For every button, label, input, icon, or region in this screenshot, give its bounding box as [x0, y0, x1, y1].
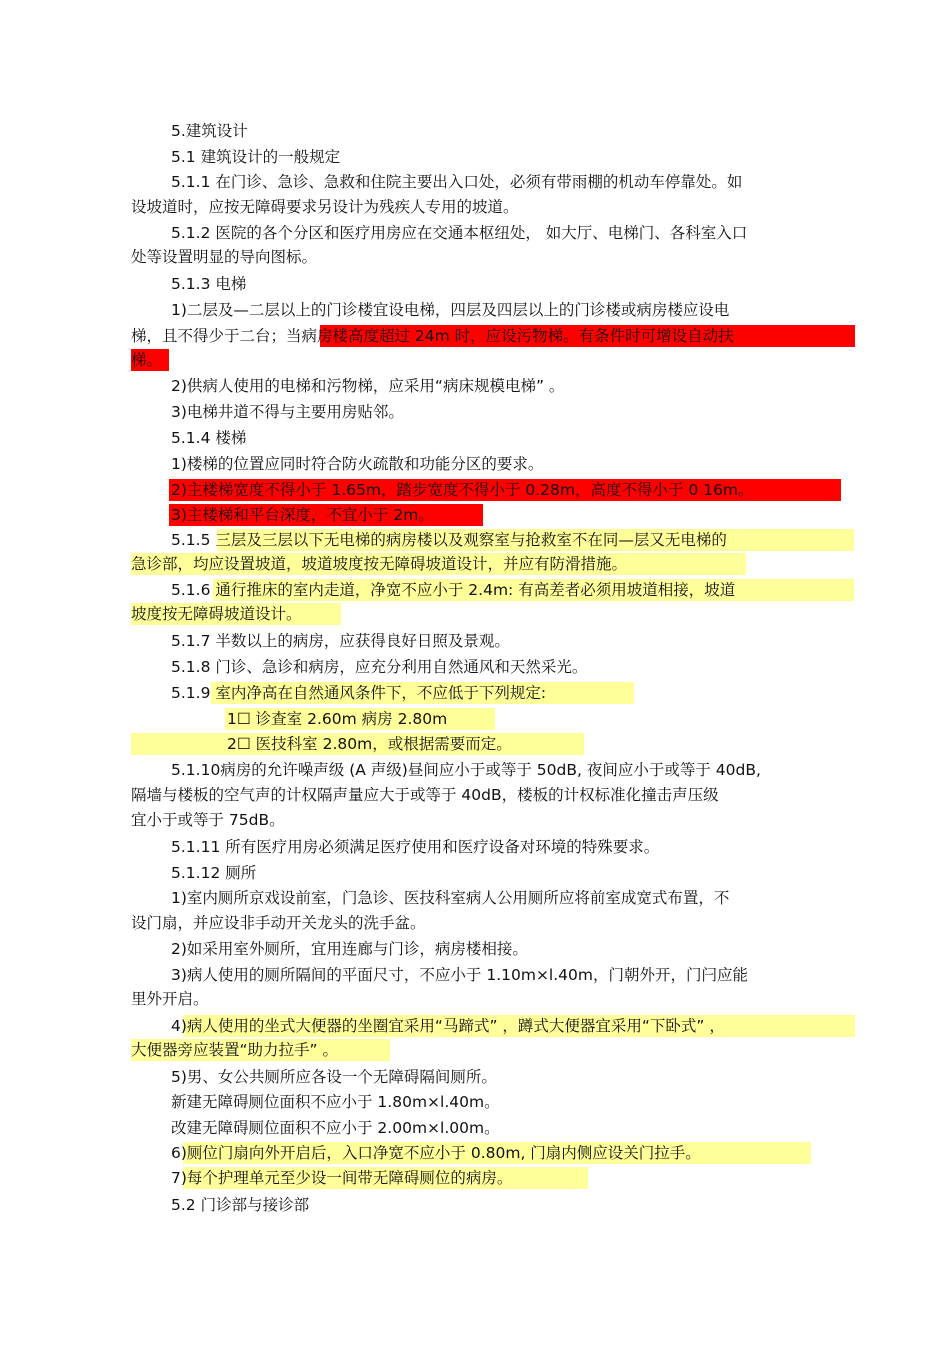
- paragraph-line: 7)每个护理单元至少设一间带无障碍厕位的病房。: [171, 1169, 513, 1187]
- paragraph-line: 改建无障碍厕位面积不应小于 2.00m×l.00m。: [171, 1119, 500, 1137]
- clause-heading: 5.1.12 厕所: [171, 864, 257, 882]
- list-item: 2☐ 医技科室 2.80m，或根据需要而定。: [227, 735, 512, 753]
- paragraph-line: 3)电梯井道不得与主要用房贴邻。: [171, 403, 404, 421]
- paragraph-line: 4)病人使用的坐式大便器的坐圈宜采用“马蹄式” ，蹲式大便器宜采用“下卧式” ，: [171, 1017, 725, 1035]
- paragraph-line: 5.1.11 所有医疗用房必须满足医疗使用和医疗设备对环境的特殊要求。: [171, 838, 660, 856]
- clause-heading: 5.1.3 电梯: [171, 275, 247, 293]
- paragraph-line: 5.1.5 三层及三层以下无电梯的病房楼以及观察室与抢救室不在同—层又无电梯的: [171, 531, 727, 549]
- paragraph-line: 2)主楼梯宽度不得小于 1.65m，踏步宽度不得小于 0.28m，高度不得小于 0 16m。: [171, 481, 754, 499]
- paragraph-line: 5.1.6 通行推床的室内走道，净宽不应小于 2.4m: 有高差者必须用坡道相接，坡道: [171, 581, 736, 599]
- paragraph-line: 3)病人使用的厕所隔间的平面尺寸，不应小于 1.10m×l.40m，门朝外开，门闩应能: [171, 966, 748, 984]
- list-item: 1☐ 诊查室 2.60m 病房 2.80m: [227, 710, 448, 728]
- paragraph-line: 宜小于或等于 75dB。: [131, 811, 285, 829]
- paragraph-line: 急诊部，均应设置坡道，坡道坡度按无障碍坡道设计，并应有防滑措施。: [131, 555, 628, 573]
- paragraph-line: 5.1.2 医院的各个分区和医疗用房应在交通本枢纽处， 如大厅、电梯门、各科室入口: [171, 224, 748, 242]
- paragraph-line: 新建无障碍厕位面积不应小于 1.80m×l.40m。: [171, 1093, 500, 1111]
- subsection-title: 5.2 门诊部与接诊部: [171, 1196, 310, 1214]
- paragraph-line: 5.1.1 在门诊、急诊、急救和住院主要出入口处，必须有带雨棚的机动车停靠处。如: [171, 173, 743, 191]
- paragraph-line: 5)男、女公共厕所应各设一个无障碍隔间厕所。: [171, 1068, 497, 1086]
- section-title: 5.建筑设计: [171, 122, 248, 140]
- clause-heading: 5.1.4 楼梯: [171, 429, 247, 447]
- paragraph-line: 隔墙与楼板的空气声的计权隔声量应大于或等于 40dB，楼板的计权标准化撞击声压级: [131, 786, 719, 804]
- paragraph-line: 5.1.7 半数以上的病房，应获得良好日照及景观。: [171, 632, 510, 650]
- paragraph-line: 设门扇，并应设非手动开关龙头的洗手盆。: [131, 914, 426, 932]
- subsection-title: 5.1 建筑设计的一般规定: [171, 148, 341, 166]
- paragraph-line: 3)主楼梯和平台深度，不宜小于 2m。: [171, 506, 434, 524]
- paragraph-line: 2)供病人使用的电梯和污物梯，应采用“病床规模电梯” 。: [171, 377, 565, 395]
- paragraph-line: 1)二层及—二层以上的门诊楼宜设电梯，四层及四层以上的门诊楼或病房楼应设电: [171, 301, 730, 319]
- paragraph-line: 6)厕位门扇向外开启后，入口净宽不应小于 0.80m, 门扇内侧应设关门拉手。: [171, 1144, 701, 1162]
- paragraph-line: 5.1.10病房的允许噪声级 (A 声级)昼间应小于或等于 50dB, 夜间应小于或等于 40dB,: [171, 761, 761, 779]
- paragraph-line: 1)室内厕所京戏设前室，门急诊、医技科室病人公用厕所应将前室成宽式布置，不: [171, 889, 730, 907]
- paragraph-line: 5.1.9 室内净高在自然通风条件下，不应低于下列规定:: [171, 684, 547, 702]
- paragraph-line: 梯。: [131, 351, 163, 369]
- paragraph-line: 坡度按无障碍坡道设计。: [131, 605, 302, 623]
- paragraph-line: 5.1.8 门诊、急诊和病房，应充分利用自然通风和天然采光。: [171, 658, 588, 676]
- paragraph-line: 处等设置明显的导向图标。: [131, 248, 318, 266]
- paragraph-line: 2)如采用室外厕所，宜用连廊与门诊，病房楼相接。: [171, 940, 528, 958]
- paragraph-line: 梯，且不得少于二台；当病房楼高度超过 24m 时，应设污物梯。有条件时可增设自动扶: [131, 327, 734, 345]
- paragraph-line: 里外开启。: [131, 990, 209, 1008]
- paragraph-line: 大便器旁应装置“助力拉手” 。: [131, 1041, 338, 1059]
- paragraph-line: 1)楼梯的位置应同时符合防火疏散和功能分区的要求。: [171, 455, 544, 473]
- paragraph-line: 设坡道时，应按无障碍要求另设计为残疾人专用的坡道。: [131, 198, 519, 216]
